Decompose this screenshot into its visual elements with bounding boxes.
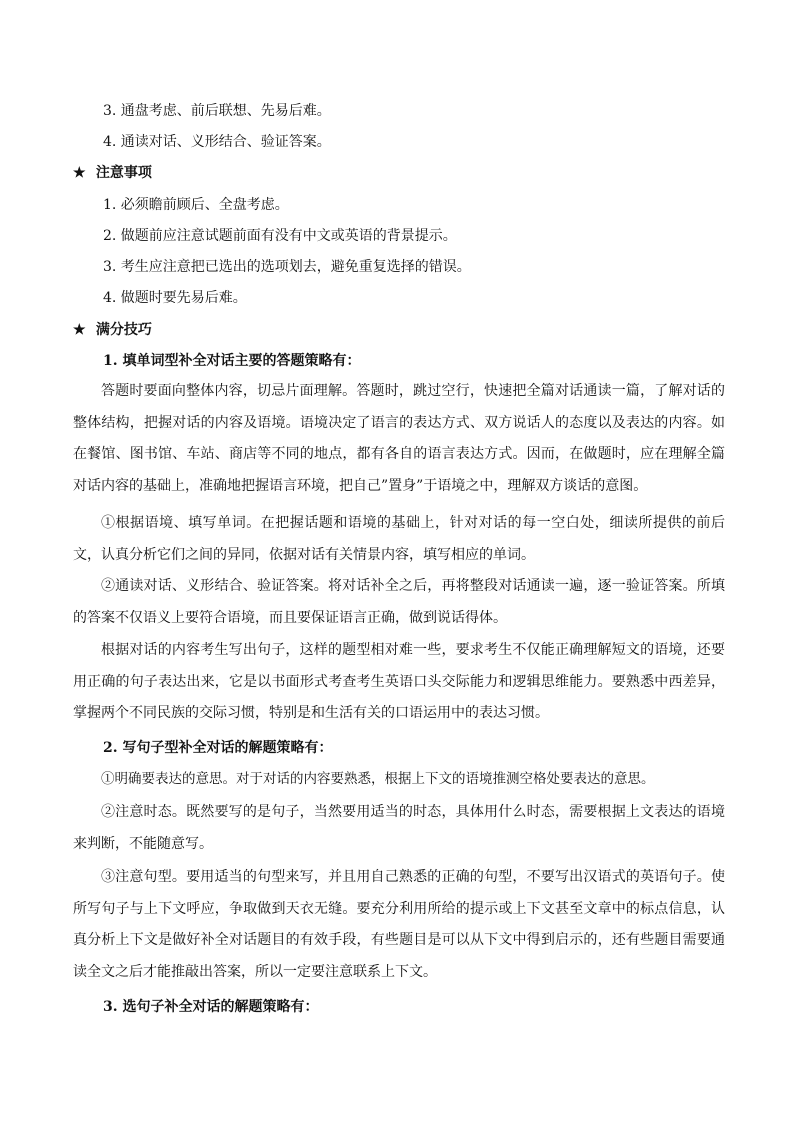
- star-icon: ★: [73, 165, 86, 181]
- paragraph: ②注意时态。既然要写的是句子，当然要用适当的时态，具体用什么时态，需要根据上文表达的语境来判断，不能随意写。: [73, 804, 725, 852]
- paragraph: ②通读对话、义形结合、验证答案。将对话补全之后，再将整段对话通读一遍，逐一验证答案。所填的答案不仅语义上要符合语境，而且要保证语言正确，做到说话得体。: [73, 578, 725, 626]
- paragraph: 根据对话的内容考生写出句子，这样的题型相对难一些，要求考生不仅能正确理解短文的语境，还要用正确的句子表达出来，它是以书面形式考查考生英语口头交际能力和逻辑思维能力。要熟悉中西差异，掌握两个不同民族的交际习惯，特别是和生活有关的口语运用中的表达习惯。: [73, 642, 725, 721]
- star-icon: ★: [73, 322, 86, 338]
- section-heading: [73, 163, 723, 183]
- list-item: 4. 通读对话、义形结合、验证答案。: [103, 134, 331, 150]
- section-heading-label: 注意事项: [95, 165, 152, 181]
- subsection-heading: 1. 填单词型补全对话主要的答题策略有：: [103, 353, 361, 369]
- paragraph: ①明确要表达的意思。对于对话的内容要熟悉，根据上下文的语境推测空格处要表达的意思。: [101, 771, 655, 787]
- list-item: 3. 通盘考虑、前后联想、先易后难。: [103, 103, 331, 119]
- section-heading: [73, 320, 723, 340]
- subsection-heading: 3. 选句子补全对话的解题策略有：: [103, 999, 319, 1015]
- subsection-heading: 2. 写句子型补全对话的解题策略有：: [103, 740, 333, 756]
- list-item: 4. 做题时要先易后难。: [103, 290, 247, 306]
- section-heading-label: 满分技巧: [95, 322, 152, 338]
- paragraph: ③注意句型。要用适当的句型来写，并且用自己熟悉的正确的句型，不要写出汉语式的英语句子。使所写句子与上下文呼应，争取做到天衣无缝。要充分利用所给的提示或上下文甚至文章中的标点信息，认真分析上下文是做好补全对话题目的有效手段，有些题目是可以从下文中得到启示的，还有些题目需要通读全文之后才能推敲出答案，所以一定要注意联系上下文。: [73, 869, 725, 980]
- list-item: 1. 必须瞻前顾后、全盘考虑。: [103, 197, 289, 213]
- list-item: 2. 做题前应注意试题前面有没有中文或英语的背景提示。: [103, 228, 457, 244]
- paragraph: ①根据语境、填写单词。在把握话题和语境的基础上，针对对话的每一空白处，细读所提供的前后文，认真分析它们之间的异同，依据对话有关情景内容，填写相应的单词。: [73, 515, 725, 563]
- list-item: 3. 考生应注意把已选出的选项划去，避免重复选择的错误。: [103, 259, 471, 275]
- paragraph: 答题时要面向整体内容，切忌片面理解。答题时，跳过空行，快速把全篇对话通读一篇，了解对话的整体结构，把握对话的内容及语境。语境决定了语言的表达方式、双方说话人的态度以及表达的内容。如在餐馆、图书馆、车站、商店等不同的地点，都有各自的语言表达方式。因而，在做题时，应在理解全篇对话内容的基础上，准确地把握语言环境，把自己”置身”于语境之中，理解双方谈话的意图。: [73, 383, 725, 494]
